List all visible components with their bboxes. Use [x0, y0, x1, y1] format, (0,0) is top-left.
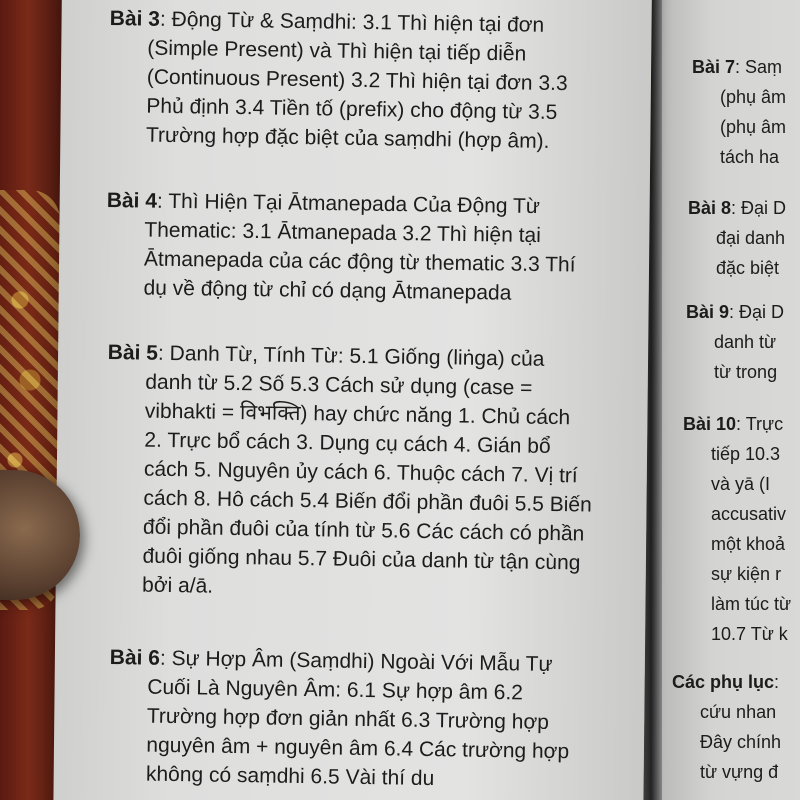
appendix-entry [672, 667, 781, 787]
lesson-8-entry [688, 193, 786, 283]
lesson-4-label: Bài 4 [106, 188, 158, 213]
lesson-5-line-7: đổi phần đuôi của tính từ 5.6 Các cách có phần [142, 515, 585, 546]
lesson-8-label: Bài 8 [688, 198, 732, 218]
lesson-10-line-6: sự kiện r [711, 564, 782, 584]
lesson-8-line-1: : Đại D [731, 198, 787, 218]
lesson-10-label: Bài 10 [683, 414, 737, 434]
lesson-7-line-4: tách ha [720, 147, 780, 167]
lesson-6-entry [108, 643, 571, 795]
lesson-5-line-6: cách 8. Hô cách 5.4 Biến đổi phần đuôi 5.5 Biến [143, 486, 592, 517]
lesson-6-line-2: Cuối Là Nguyên Âm: 6.1 Sự hợp âm 6.2 [147, 675, 524, 705]
lesson-6-line-5: không có saṃdhi 6.5 Vài thí du [145, 762, 435, 791]
lesson-3-entry [108, 4, 569, 156]
lesson-5-line-1: : Danh Từ, Tính Từ: 5.1 Giống (liṅga) của [157, 341, 545, 371]
lesson-4-line-2: Thematic: 3.1 Ātmanepada 3.2 Thì hiện tại [144, 218, 542, 248]
lesson-3-line-5: Trường hợp đặc biệt của saṃdhi (hợp âm). [145, 123, 550, 153]
lesson-5-line-2: danh từ 5.2 Số 5.3 Cách sử dụng (case = [145, 370, 533, 400]
appendix-label: Các phụ lục [672, 672, 775, 692]
lesson-10-line-4: accusativ [711, 504, 787, 524]
lesson-8-line-3: đặc biệt [716, 258, 780, 278]
lesson-7-line-1: : Saṃ [735, 57, 783, 77]
lesson-5-line-8: đuôi giống nhau 5.7 Đuôi của danh từ tận cùng [142, 544, 581, 575]
lesson-4-line-1: : Thì Hiện Tại Ātmanepada Của Động Từ [156, 189, 541, 219]
lesson-6-line-3: Trường hợp đơn giản nhất 6.3 Trường hợp [146, 704, 550, 734]
lesson-4-line-4: dụ về động từ chỉ có dạng Ātmanepada [143, 276, 512, 305]
lesson-9-line-1: : Đại D [729, 302, 785, 322]
lesson-4-line-3: Ātmanepada của các động từ thematic 3.3 Thí [143, 247, 576, 277]
lesson-10-line-7: làm túc từ [711, 594, 792, 614]
lesson-5-line-3: vibhakti = विभक्ति) hay chức năng 1. Chủ cách [144, 399, 571, 430]
lesson-10-line-3: và yā (I [711, 474, 771, 494]
lesson-9-entry [686, 297, 784, 387]
lesson-6-label: Bài 6 [109, 645, 161, 670]
lesson-5-line-9: bởi a/ā. [141, 573, 214, 598]
lesson-7-label: Bài 7 [692, 57, 736, 77]
appendix-line-1: : [774, 672, 780, 692]
lesson-8-line-2: đại danh [716, 228, 786, 248]
lesson-10-line-8: 10.7 Từ k [711, 624, 788, 644]
lesson-9-label: Bài 9 [686, 302, 730, 322]
lesson-10-entry [683, 409, 791, 649]
lesson-6-line-4: nguyên âm + nguyên âm 6.4 Các trường hợp [146, 733, 570, 764]
lesson-7-line-3: (phụ âm [720, 117, 787, 137]
lesson-3-line-3: (Continuous Present) 3.2 Thì hiện tại đơn 3.3 [146, 65, 568, 96]
lesson-3-label: Bài 3 [109, 6, 161, 31]
appendix-line-4: từ vựng đ [700, 762, 779, 782]
lesson-5-entry [104, 338, 594, 607]
lesson-9-line-3: từ trong [714, 362, 778, 382]
lesson-10-line-1: : Trực [736, 414, 784, 434]
lesson-5-line-5: cách 5. Nguyên ủy cách 6. Thuộc cách 7. Vị trí [143, 457, 578, 488]
lesson-10-line-2: tiếp 10.3 [711, 444, 781, 464]
lesson-10-line-5: một khoả [711, 534, 786, 554]
lesson-9-line-2: danh từ [714, 332, 777, 352]
lesson-3-line-4: Phủ định 3.4 Tiền tố (prefix) cho động từ 3.5 [146, 94, 558, 125]
lesson-3-line-2: (Simple Present) và Thì hiện tại tiếp diễn [147, 36, 527, 66]
lesson-3-line-1: : Động Từ & Saṃdhi: 3.1 Thì hiện tại đơn [159, 7, 545, 37]
lesson-5-label: Bài 5 [107, 340, 159, 365]
lesson-4-entry [105, 186, 576, 309]
lesson-6-line-1: : Sự Hợp Âm (Saṃdhi) Ngoài Với Mẫu Tự [159, 646, 553, 676]
appendix-line-2: cứu nhan [700, 702, 777, 722]
lesson-7-entry [692, 52, 786, 172]
lesson-7-line-2: (phụ âm [720, 87, 787, 107]
appendix-line-3: Đây chính [700, 732, 782, 752]
lesson-5-line-4: 2. Trực bổ cách 3. Dụng cụ cách 4. Gián bổ [144, 428, 551, 458]
